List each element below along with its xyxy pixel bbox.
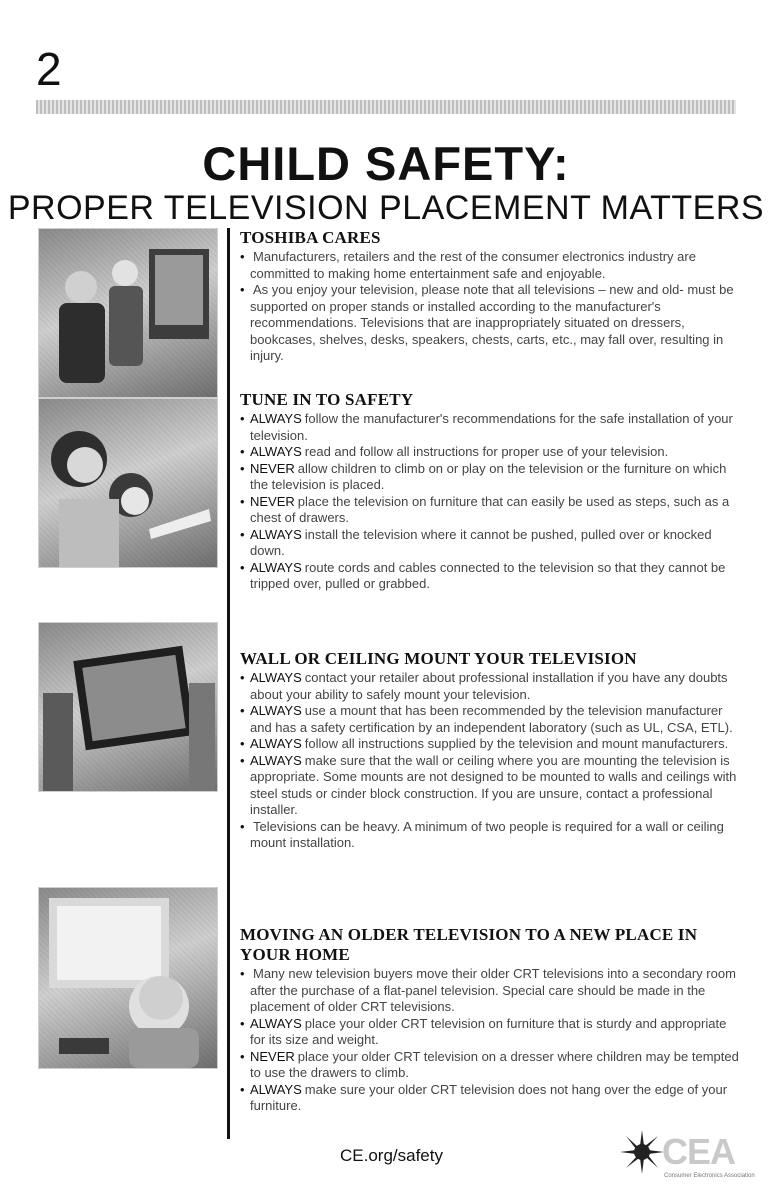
bullet-list <box>240 249 740 365</box>
list-item <box>240 753 740 819</box>
content-divider <box>227 228 230 1139</box>
section-tune-in-to-safety <box>240 390 740 635</box>
page-number: 2 <box>36 43 62 95</box>
bullet-keyword: ALWAYS <box>250 703 302 718</box>
list-item <box>240 249 740 282</box>
bullet-text: route cords and cables connected to the television so that they cannot be tripped over, pulled or grabbed. <box>250 559 726 591</box>
page-title: CHILD SAFETY: <box>202 137 570 190</box>
bullet-text: install the television where it cannot be pushed, pulled over or knocked down. <box>250 526 712 558</box>
bullet-text: place the television on furniture that can easily be used as steps, such as a chest of drawers. <box>250 493 730 525</box>
cea-logo-tagline: Consumer Electronics Association <box>664 1173 755 1179</box>
list-item <box>240 560 740 593</box>
bullet-text: make sure that the wall or ceiling where you are mounting the television is appropriate. Some mounts are not designed to be mounted to walls and ceilings with steel studs or cinder block construction. If you are unsure, contact a professional installer. <box>250 752 737 817</box>
cea-logo <box>620 1130 755 1184</box>
bullet-text: make sure your older CRT television does not hang over the edge of your furniture. <box>250 1081 728 1113</box>
bullet-text: allow children to climb on or play on the television or the furniture on which the television is placed. <box>250 460 727 492</box>
list-item <box>240 966 740 1016</box>
list-item <box>240 411 740 444</box>
list-item <box>240 461 740 494</box>
bullet-text: read and follow all instructions for proper use of your television. <box>304 444 669 459</box>
photo-store-salesman <box>38 228 218 398</box>
bullet-keyword: ALWAYS <box>250 1015 302 1031</box>
footer-url: CE.org/safety <box>340 1146 443 1165</box>
header-rule <box>36 100 736 114</box>
bullet-keyword: ALWAYS <box>250 526 302 542</box>
list-item <box>240 1082 740 1115</box>
bullet-keyword: NEVER <box>250 460 295 476</box>
bullet-list <box>240 670 740 852</box>
bullet-keyword: ALWAYS <box>250 752 302 768</box>
bullet-text: follow the manufacturer's recommendations for the safe installation of your television. <box>250 411 733 443</box>
bullet-keyword: ALWAYS <box>250 559 302 575</box>
cea-logo-text: CEA <box>662 1131 736 1172</box>
page-subtitle: PROPER TELEVISION PLACEMENT MATTERS <box>7 189 765 227</box>
section-toshiba-cares <box>240 228 740 376</box>
section-heading: TOSHIBA CARES <box>240 228 381 247</box>
list-item <box>240 444 740 461</box>
bullet-text: follow all instructions supplied by the television and mount manufacturers. <box>304 736 729 751</box>
list-item <box>240 703 740 736</box>
bullet-keyword: ALWAYS <box>250 670 302 685</box>
bullet-keyword: NEVER <box>250 1048 295 1064</box>
photo-family-watching <box>38 398 218 568</box>
bullet-keyword: NEVER <box>250 493 295 509</box>
bullet-keyword: ALWAYS <box>250 1081 302 1097</box>
list-item <box>240 1049 740 1082</box>
bullet-list <box>240 411 740 593</box>
photo-child-crt <box>38 887 218 1069</box>
bullet-text: Many new television buyers move their older CRT televisions into a secondary room after the purchase of a flat-panel television. Special care should be made in the placement of older CRT televisions. <box>250 966 736 1014</box>
bullet-text: contact your retailer about professional installation if you have any doubts about your ability to safely mount your television. <box>250 670 728 702</box>
bullet-text: place your older CRT television on a dresser where children may be tempted to use the drawers to climb. <box>250 1048 739 1080</box>
photo-wall-mount <box>38 622 218 792</box>
bullet-text: Manufacturers, retailers and the rest of the consumer electronics industry are committed to making home entertainment safe and enjoyable. <box>250 249 696 281</box>
bullet-text: Televisions can be heavy. A minimum of two people is required for a wall or ceiling mount installation. <box>250 818 724 850</box>
section-heading: MOVING AN OLDER TELEVISION TO A NEW PLACE IN YOUR HOME <box>240 925 698 964</box>
bullet-keyword: ALWAYS <box>250 444 302 459</box>
bullet-text: use a mount that has been recommended by the television manufacturer and has a safety certification by an independent laboratory (such as UL, CSA, ETL). <box>250 703 733 735</box>
list-item <box>240 527 740 560</box>
list-item <box>240 1016 740 1049</box>
content-column <box>240 228 740 1129</box>
list-item <box>240 736 740 753</box>
list-item <box>240 819 740 852</box>
bullet-text: As you enjoy your television, please note that all televisions – new and old- must be supported on proper stands or installed according to the manufacturer's recommendations. Televisions that are inappropriately situated on dressers, bookcases, shelves, desks, speakers, chests, carts, etc., may fall over, resulting in injury. <box>250 282 734 363</box>
bullet-keyword: ALWAYS <box>250 411 302 426</box>
section-heading: TUNE IN TO SAFETY <box>240 390 414 409</box>
list-item <box>240 282 740 365</box>
list-item <box>240 670 740 703</box>
section-wall-ceiling-mount <box>240 649 740 911</box>
section-heading: WALL OR CEILING MOUNT YOUR TELEVISION <box>240 649 637 668</box>
bullet-list <box>240 966 740 1115</box>
starburst-icon <box>620 1130 664 1174</box>
list-item <box>240 494 740 527</box>
section-moving-older-tv <box>240 925 740 1115</box>
bullet-keyword: ALWAYS <box>250 736 302 751</box>
bullet-text: place your older CRT television on furniture that is sturdy and appropriate for its size and weight. <box>250 1015 727 1047</box>
